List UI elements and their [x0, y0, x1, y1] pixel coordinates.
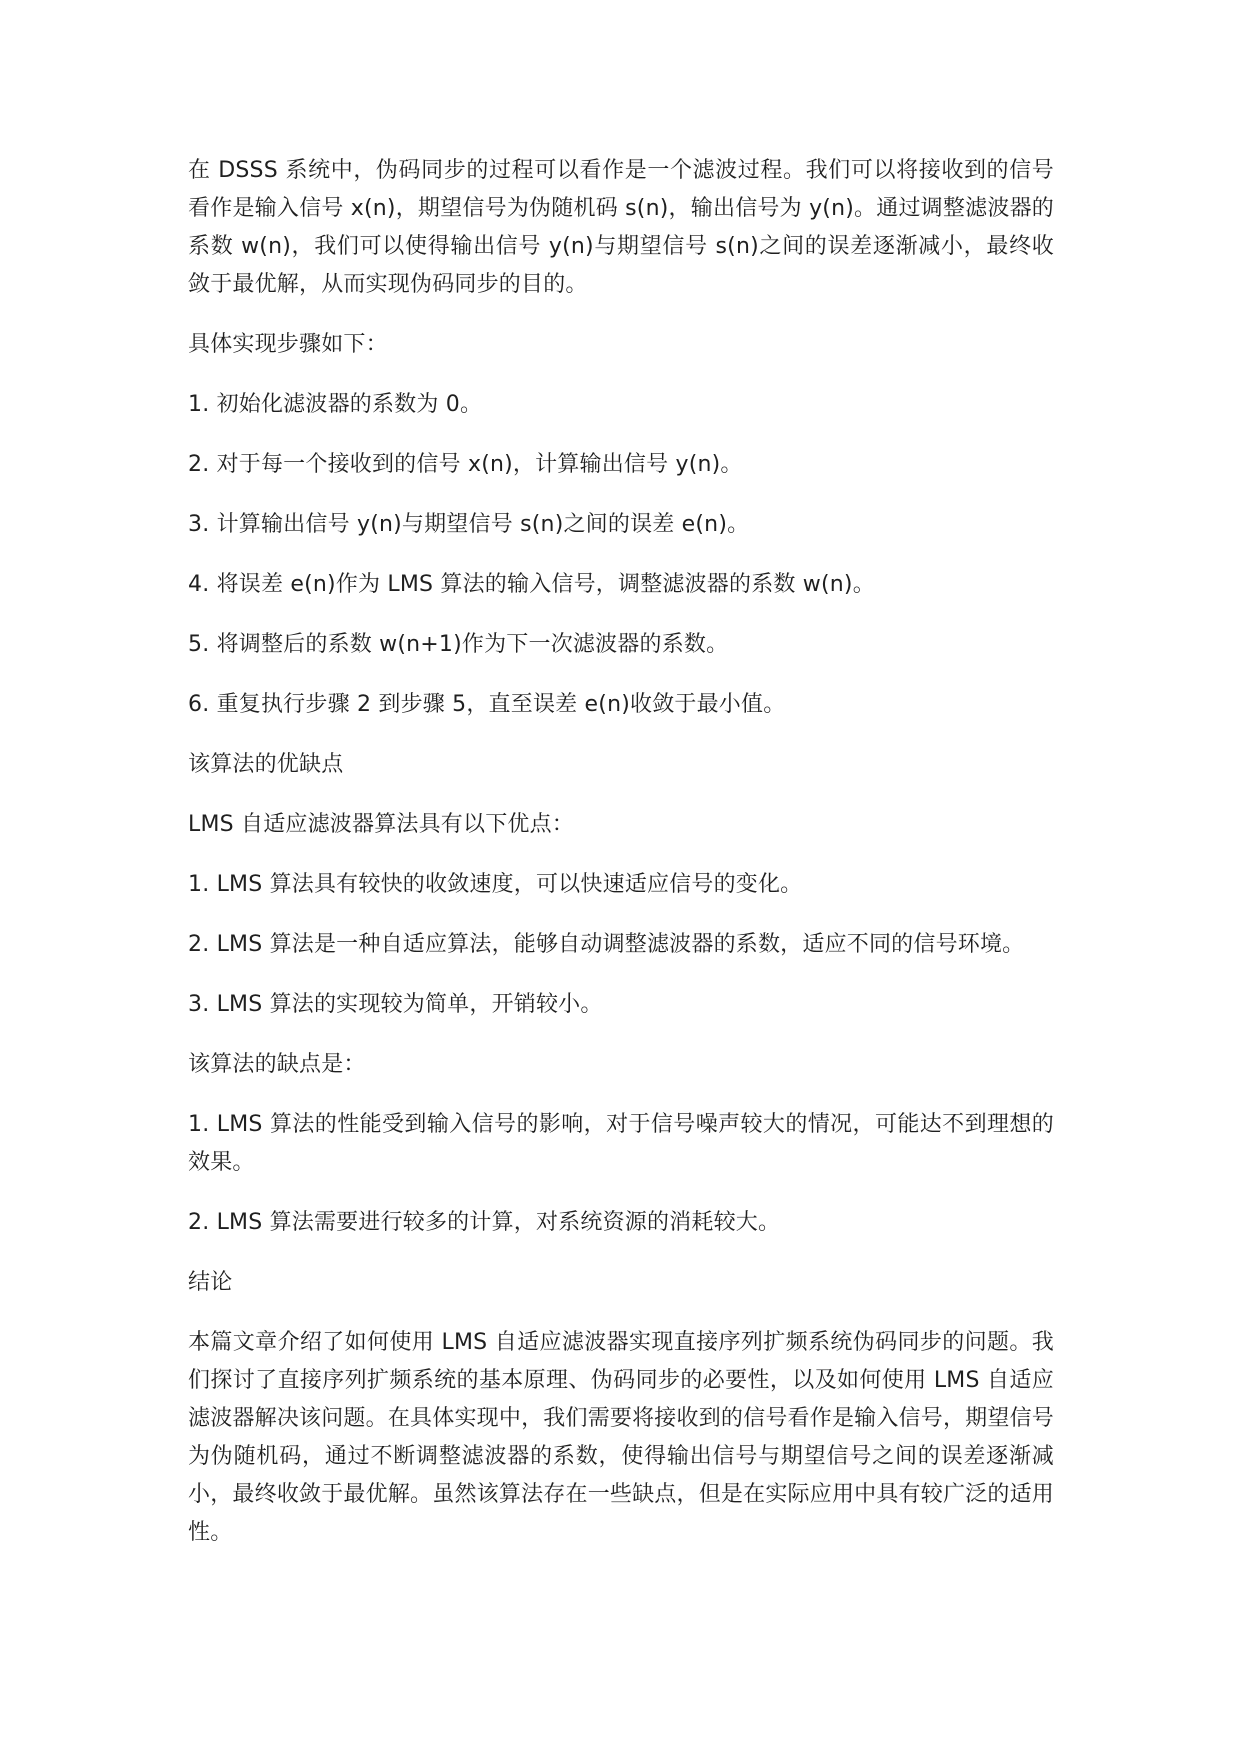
advantages-intro: LMS 自适应滤波器算法具有以下优点：: [188, 812, 574, 837]
disadvantage-item: 2. LMS 算法需要进行较多的计算，对系统资源的消耗较大。: [188, 1210, 781, 1235]
conclusion-heading: 结论: [188, 1270, 233, 1295]
advantage-item: 3. LMS 算法的实现较为简单，开销较小。: [188, 992, 603, 1017]
step-item: 4. 将误差 e(n)作为 LMS 算法的输入信号，调整滤波器的系数 w(n)。: [188, 572, 875, 597]
document-body: [188, 152, 1054, 1574]
advantage-item: 1. LMS 算法具有较快的收敛速度，可以快速适应信号的变化。: [188, 872, 803, 897]
conclusion-paragraph: 本篇文章介绍了如何使用 LMS 自适应滤波器实现直接序列扩频系统伪码同步的问题。我们探讨了直接序列扩频系统的基本原理、伪码同步的必要性，以及如何使用 LMS 自适应滤波器解决该问题。在具体实现中，我们需要将接收到的信号看作是输入信号，期望信号为伪随机码，通过不断调整滤波器的系数，使得输出信号与期望信号之间的误差逐渐减小，最终收敛于最优解。虽然该算法存在一些缺点，但是在实际应用中具有较广泛的适用性。: [188, 1330, 1054, 1545]
step-item: 6. 重复执行步骤 2 到步骤 5，直至误差 e(n)收敛于最小值。: [188, 692, 786, 717]
step-item: 1. 初始化滤波器的系数为 0。: [188, 392, 483, 417]
step-item: 5. 将调整后的系数 w(n+1)作为下一次滤波器的系数。: [188, 632, 729, 657]
advantage-item: 2. LMS 算法是一种自适应算法，能够自动调整滤波器的系数，适应不同的信号环境。: [188, 932, 1025, 957]
pros-cons-heading: 该算法的优缺点: [188, 752, 344, 777]
steps-heading: 具体实现步骤如下：: [188, 332, 388, 357]
disadvantage-item: 1. LMS 算法的性能受到输入信号的影响，对于信号噪声较大的情况，可能达不到理想的效果。: [188, 1112, 1054, 1175]
intro-paragraph: 在 DSSS 系统中，伪码同步的过程可以看作是一个滤波过程。我们可以将接收到的信号看作是输入信号 x(n)，期望信号为伪随机码 s(n)，输出信号为 y(n)。通过调整滤波器的系数 w(n)，我们可以使得输出信号 y(n)与期望信号 s(n)之间的误差逐渐减小，最终收敛于最优解，从而实现伪码同步的目的。: [188, 158, 1054, 297]
step-item: 2. 对于每一个接收到的信号 x(n)，计算输出信号 y(n)。: [188, 452, 743, 477]
step-item: 3. 计算输出信号 y(n)与期望信号 s(n)之间的误差 e(n)。: [188, 512, 750, 537]
disadvantages-intro: 该算法的缺点是：: [188, 1052, 366, 1077]
